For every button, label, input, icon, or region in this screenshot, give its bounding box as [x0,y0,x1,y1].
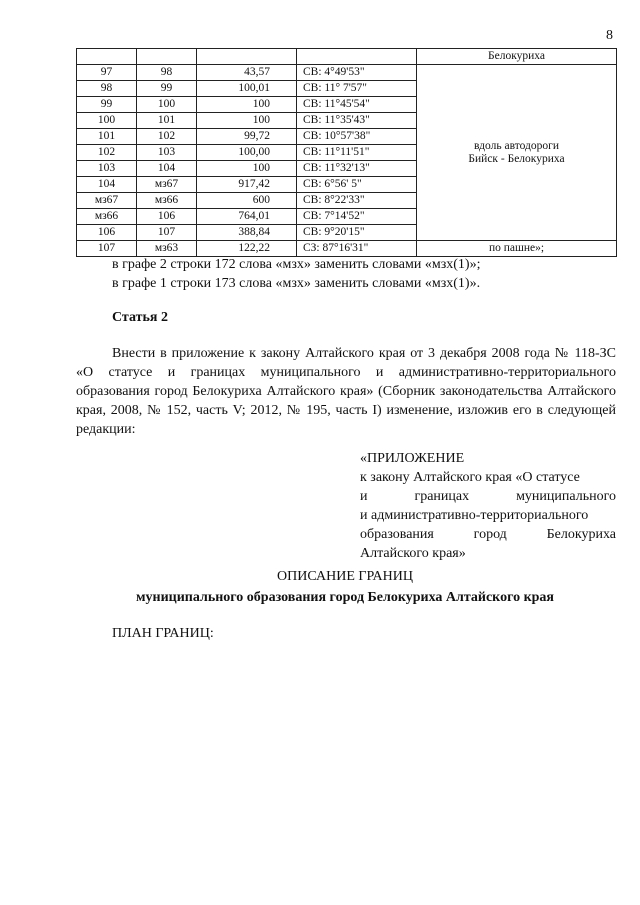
table-cell-bearing: СВ: 6°56' 5" [297,177,417,193]
table-cell-to: 98 [137,65,197,81]
table-cell-from: мз66 [77,209,137,225]
appendix-word: город [473,527,507,542]
article-heading: Статья 2 [112,310,168,325]
table-cell-length: 100,01 [197,81,297,97]
table-cell-from: мз67 [77,193,137,209]
table-cell-from: 107 [77,241,137,257]
table-cell-from: 101 [77,129,137,145]
table-cell-to: 100 [137,97,197,113]
table-cell-bearing: СВ: 11°35'43" [297,113,417,129]
article-paragraph [76,344,616,439]
table-cell-description [417,65,617,241]
table-cell [197,49,297,65]
boundary-table-body [77,49,617,257]
table-cell-length: 100,00 [197,145,297,161]
table-cell-from: 99 [77,97,137,113]
table-cell-to: 106 [137,209,197,225]
appendix-word: Белокуриха [546,527,616,542]
table-cell [77,49,137,65]
table-cell-bearing: СВ: 9°20'15" [297,225,417,241]
table-cell-last-description: по пашне»; [417,241,617,257]
table-cell-length: 99,72 [197,129,297,145]
table-cell-length: 600 [197,193,297,209]
table-cell-to: 101 [137,113,197,129]
table-cell [297,49,417,65]
appendix-word: образования [360,527,434,542]
appendix-line-1: к закону Алтайского края «О статусе [360,470,580,485]
description-subtitle: муниципального образования город Белокуриха Алтайского края [135,590,555,605]
table-row [77,65,617,81]
table-cell [137,49,197,65]
table-cell-bearing: СВ: 11° 7'57" [297,81,417,97]
boundary-table [76,48,617,257]
table-cell-to: 102 [137,129,197,145]
table-cell-to: 103 [137,145,197,161]
table-cell-from: 97 [77,65,137,81]
appendix-word: границах [414,489,470,504]
appendix-word: и [360,489,368,504]
table-cell-length: 764,01 [197,209,297,225]
description-line: вдоль автодороги [474,139,559,152]
table-cell-to: мз63 [137,241,197,257]
table-cell-length: 100 [197,113,297,129]
table-cell-to: 107 [137,225,197,241]
table-cell-bearing: СВ: 7°14'52" [297,209,417,225]
table-cell-from: 102 [77,145,137,161]
plan-label: ПЛАН ГРАНИЦ: [112,626,214,641]
table-cell-length: 43,57 [197,65,297,81]
article-text: Внести в приложение к закону Алтайского края от 3 декабря 2008 года № 118-ЗС «О статусе и границах муниципального и административно-территориального образования город Белокуриха Алтайского края» (Сборник законодательства Алтайского края, 2008, № 152, часть V; 2012, № 195, часть I) изменение, изложив его в следующей редакции: [76,346,616,437]
appendix-block [360,449,616,563]
table-cell-bearing: СВ: 4°49'53" [297,65,417,81]
table-cell-bearing: СВ: 11°45'54" [297,97,417,113]
table-cell-to: мз67 [137,177,197,193]
appendix-line-5: Алтайского края» [360,546,466,561]
amendment-line-2: в графе 1 строки 173 слова «мзх» заменить словами «мзх(1)». [112,276,481,291]
table-cell-length: 388,84 [197,225,297,241]
table-cell-bearing: СЗ: 87°16'31" [297,241,417,257]
table-cell-to: 99 [137,81,197,97]
table-cell-bearing: СВ: 11°32'13" [297,161,417,177]
table-cell-from: 106 [77,225,137,241]
table-header-row [77,49,617,65]
table-cell-length: 100 [197,97,297,113]
table-row [77,241,617,257]
table-cell-from: 100 [77,113,137,129]
table-cell-from: 98 [77,81,137,97]
table-cell-length: 122,22 [197,241,297,257]
table-cell-from: 103 [77,161,137,177]
appendix-word: муниципального [516,489,616,504]
appendix-line-2 [360,487,616,506]
table-cell-length: 917,42 [197,177,297,193]
amendment-line-1: в графе 2 строки 172 слова «мзх» заменить словами «мзх(1)»; [112,257,481,272]
table-cell-to: мз66 [137,193,197,209]
appendix-line-4 [360,525,616,544]
appendix-title: «ПРИЛОЖЕНИЕ [360,451,465,466]
table-cell-bearing: СВ: 11°11'51" [297,145,417,161]
table-cell-bearing: СВ: 8°22'33" [297,193,417,209]
table-cell-length: 100 [197,161,297,177]
page-number: 8 [606,28,613,43]
description-line: Бийск - Белокуриха [468,152,565,165]
table-cell-from: 104 [77,177,137,193]
appendix-line-3: и административно-территориального [360,508,589,523]
description-title: ОПИСАНИЕ ГРАНИЦ [277,569,413,584]
table-cell-bearing: СВ: 10°57'38" [297,129,417,145]
table-header-right: Белокуриха [417,49,617,65]
table-cell-to: 104 [137,161,197,177]
